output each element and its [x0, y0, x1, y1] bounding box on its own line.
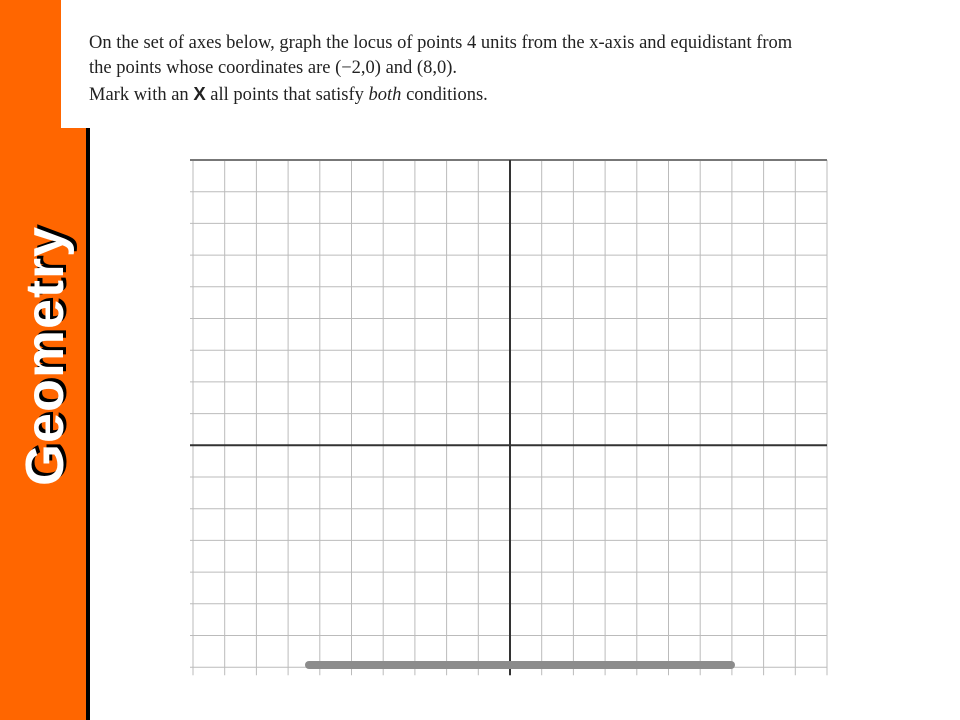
- question-line-1: On the set of axes below, graph the locus of points 4 units from the x-axis and equidistant from: [89, 33, 793, 53]
- question-line-2: the points whose coordinates are (−2,0) and (8,0).: [89, 58, 457, 78]
- question-line-3-middle: all points that satisfy: [205, 85, 369, 105]
- emphasis-both: both: [368, 85, 402, 105]
- question-line-3-after: conditions.: [401, 85, 488, 105]
- x-mark-label: X: [193, 83, 206, 104]
- scan-bar: [305, 661, 735, 669]
- question-line-3-before: Mark with an: [89, 85, 194, 105]
- sidebar-title: Geometry: [15, 225, 75, 487]
- grid-lines: [190, 160, 827, 675]
